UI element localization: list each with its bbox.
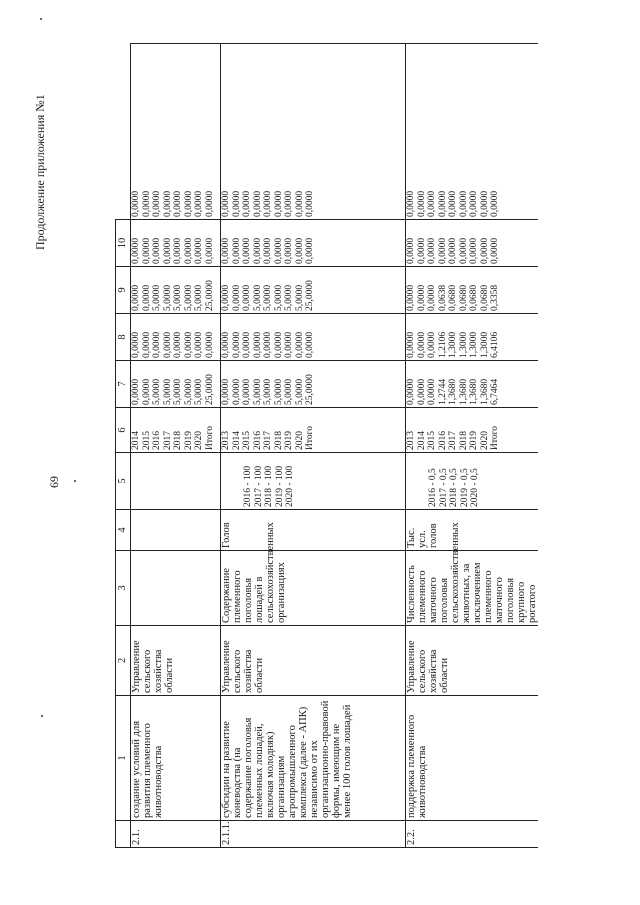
scan-speck bbox=[41, 715, 43, 717]
col7-values: 0,0000 0,0000 0,0000 0,0000 0,0000 0,0000 0,0000 0,0000 bbox=[131, 314, 221, 361]
header-cell: 8 bbox=[116, 314, 131, 361]
responsible: Управление сельского хозяйства области bbox=[406, 626, 539, 696]
responsible: Управление сельского хозяйства области bbox=[221, 626, 406, 696]
program-table-grid bbox=[115, 43, 538, 848]
years: 2014 2015 2016 2017 2018 2019 2020 Итого bbox=[131, 408, 221, 453]
header-cell: 9 bbox=[116, 267, 131, 314]
col6-values: 0,0000 0,0000 5,0000 5,0000 5,0000 5,0000 5,0000 25,0000 bbox=[131, 361, 221, 408]
header-cell: 2 bbox=[116, 626, 131, 696]
header-cell: 4 bbox=[116, 510, 131, 551]
unit bbox=[131, 510, 221, 551]
header-cell: 3 bbox=[116, 551, 131, 626]
table-row bbox=[221, 44, 406, 848]
table-row bbox=[406, 44, 539, 848]
col6-values: 0,0000 0,0000 0,0000 5,0000 5,0000 5,0000 5,0000 5,0000 25,0000 bbox=[221, 361, 406, 408]
table-row bbox=[131, 44, 221, 848]
scan-speck bbox=[74, 480, 76, 482]
header-cell: 5 bbox=[116, 453, 131, 510]
col7-values: 0,0000 0,0000 0,0000 0,0000 0,0000 0,0000 0,0000 0,0000 0,0000 bbox=[221, 314, 406, 361]
page-number: 69 bbox=[47, 476, 61, 488]
header-cell bbox=[116, 821, 131, 848]
col10-values: 0,0000 0,0000 0,0000 0,0000 0,0000 0,0000 0,0000 0,0000 0,0000 bbox=[406, 44, 539, 220]
program-table bbox=[115, 43, 538, 848]
col9-values: 0,0000 0,0000 0,0000 0,0000 0,0000 0,0000 0,0000 0,0000 bbox=[131, 220, 221, 267]
col10-values: 0,0000 0,0000 0,0000 0,0000 0,0000 0,0000 0,0000 0,0000 bbox=[131, 44, 221, 220]
col9-values: 0,0000 0,0000 0,0000 0,0000 0,0000 0,0000 0,0000 0,0000 0,0000 bbox=[221, 220, 406, 267]
event-name: создание условий для развития племенного животноводства bbox=[131, 696, 221, 821]
row-id: 2.2. bbox=[406, 821, 539, 848]
responsible: Управление сельского хозяйства области bbox=[131, 626, 221, 696]
header-cell: 7 bbox=[116, 361, 131, 408]
targets bbox=[131, 453, 221, 510]
indicator: Численность племенного маточного поголовья сельскохозяйственных животных, за исключением племенного маточного поголовья крупного рогатого bbox=[406, 551, 539, 626]
event-name: субсидии на развитие коневодства (на содержание поголовья племенных лошадей, включая молодняк) организациям агропромышленного комплекса (далее - АПК) независимо от их организационно-правовой формы, имеющим не менее 100 голов лошадей bbox=[221, 696, 406, 821]
unit: Голов bbox=[221, 510, 406, 551]
col8-values: 0,0000 0,0000 0,0000 0,0638 0,0680 0,0680 0,0680 0,0680 0,3358 bbox=[406, 267, 539, 314]
header-cell: 6 bbox=[116, 408, 131, 453]
col10-values: 0,0000 0,0000 0,0000 0,0000 0,0000 0,0000 0,0000 0,0000 0,0000 bbox=[221, 44, 406, 220]
col7-values: 0,0000 0,0000 0,0000 1,2106 1,3000 1,3000 1,3000 1,3000 6,4106 bbox=[406, 314, 539, 361]
col9-values: 0,0000 0,0000 0,0000 0,0000 0,0000 0,0000 0,0000 0,0000 0,0000 bbox=[406, 220, 539, 267]
table-header-row bbox=[116, 44, 131, 848]
col6-values: 0,0000 0,0000 0,0000 1,2744 1,3680 1,3680 1,3680 1,3680 6,7464 bbox=[406, 361, 539, 408]
col8-values: 0,0000 0,0000 0,0000 5,0000 5,0000 5,0000 5,0000 5,0000 25,0000 bbox=[221, 267, 406, 314]
annex-title: Продолжение приложения №1 bbox=[33, 94, 47, 250]
header-cell: 10 bbox=[116, 220, 131, 267]
row-id: 2.1.1. bbox=[221, 821, 406, 848]
years: 2013 2014 2015 2016 2017 2018 2019 2020 Итого bbox=[221, 408, 406, 453]
row-id: 2.1. bbox=[131, 821, 221, 848]
event-name: поддержка племенного животноводства bbox=[406, 696, 539, 821]
years: 2013 2014 2015 2016 2017 2018 2019 2020 Итого bbox=[406, 408, 539, 453]
header-cell: 1 bbox=[116, 696, 131, 821]
indicator bbox=[131, 551, 221, 626]
unit: Тыс. усл. голов bbox=[406, 510, 539, 551]
targets: 2016 - 100 2017 - 100 2018 - 100 2019 - 100 2020 - 100 bbox=[221, 453, 406, 510]
indicator: Содержание племенного поголовья лошадей в сельскохозяйственных организациях bbox=[221, 551, 406, 626]
col8-values: 0,0000 0,0000 5,0000 5,0000 5,0000 5,0000 5,0000 25,0000 bbox=[131, 267, 221, 314]
scan-speck bbox=[40, 18, 42, 20]
targets: 2016 - 0,5 2017 - 0,5 2018 - 0,5 2019 - 0,5 2020 - 0,5 bbox=[406, 453, 539, 510]
